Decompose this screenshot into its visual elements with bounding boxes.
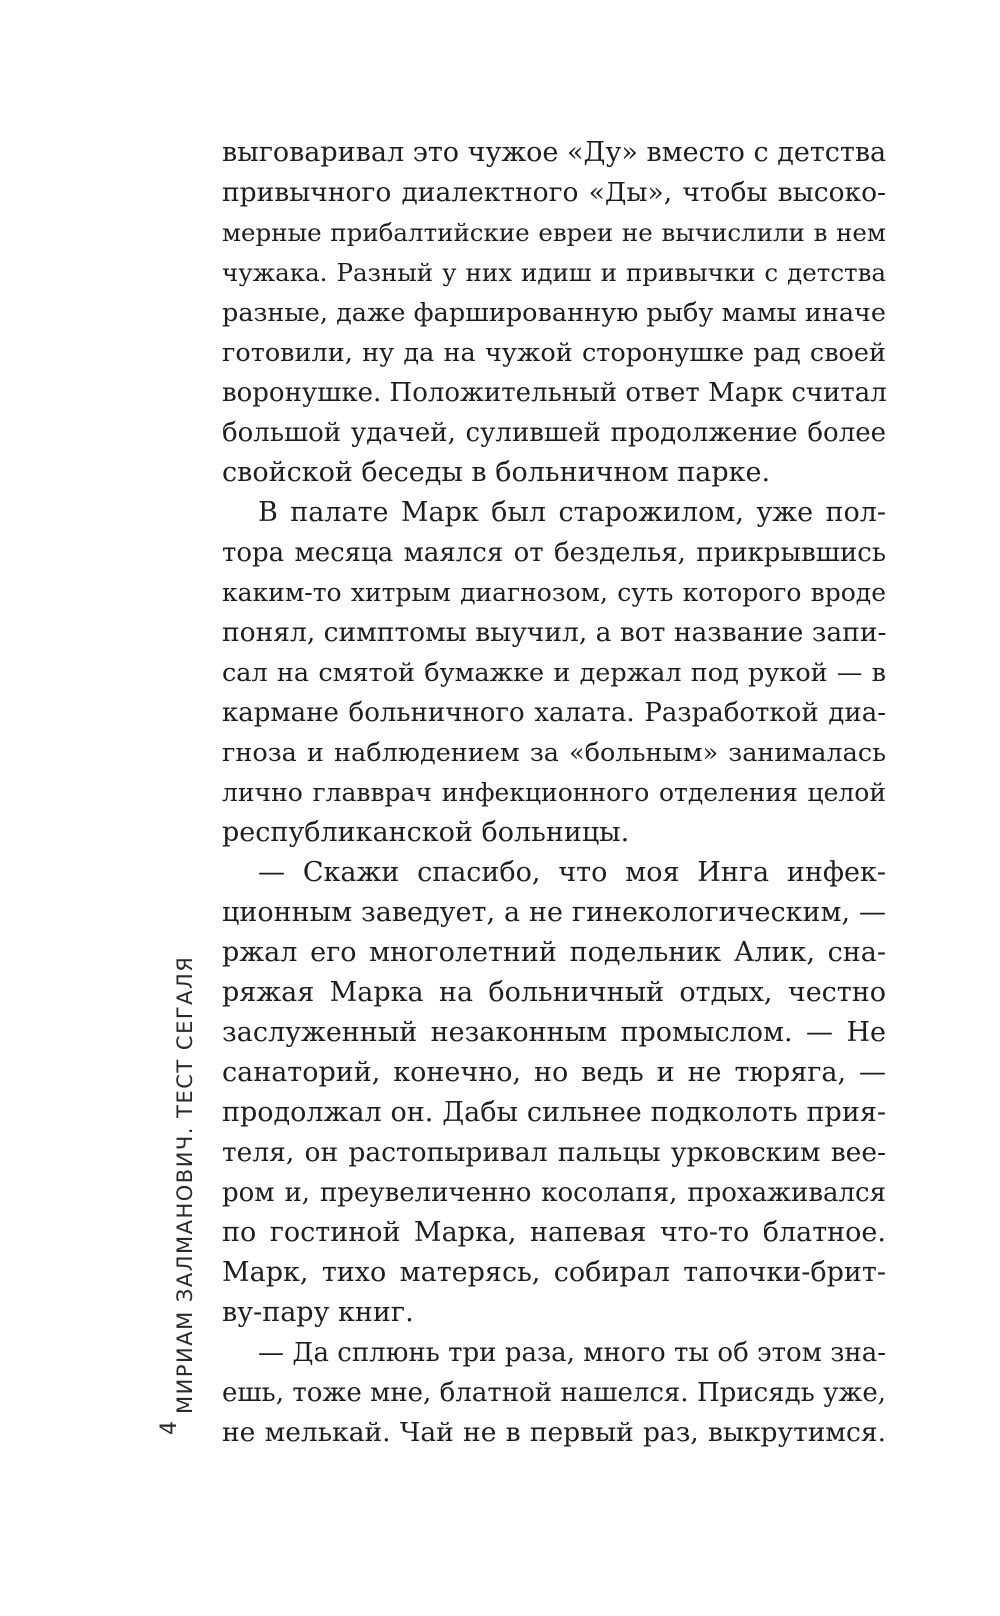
text-line: готовили, ну да на чужой сторонушке рад своей [222,338,886,368]
text-line: чужака. Разный у них идиш и привычки с детства [222,258,886,287]
text-line: выговаривал это чужое «Ду» вместо с детства [222,137,887,168]
text-line: не мелькай. Чай не в первый раз, выкрутимся. [222,1417,886,1448]
text-line: республиканской больницы. [222,817,630,848]
text-line: по гостиной Марка, напевая что-то блатное. [222,1217,886,1248]
text-line: разные, даже фаршированную рыбу мамы иначе [222,298,886,328]
text-line: ржал его многолетний подельник Алик, сна- [222,937,886,968]
text-line: воронушке. Положительный ответ Марк считал [222,378,887,408]
text-line: тора месяца маялся от безделья, прикрывшись [222,538,886,568]
text-line: ву-пару книг. [222,1297,414,1328]
page-number: 4 [157,1421,182,1435]
text-line: Марк, тихо матерясь, собирал тапочки-брит- [222,1257,886,1288]
text-line: В палате Марк был старожилом, уже пол- [258,497,886,528]
text-line: — Скажи спасибо, что моя Инга инфек- [258,857,886,888]
text-line: каким-то хитрым диагнозом, суть которого вроде [222,578,886,607]
text-line: привычного диалектного «Ды», чтобы высоко- [222,177,886,208]
text-line: санаторий, конечно, но ведь и не тюряга, — [222,1057,886,1088]
text-line: большой удачей, сулившей продолжение более [222,418,886,448]
text-line: — Да сплюнь три раза, много ты об этом зна- [258,1338,886,1368]
running-head: МИРИАМ ЗАЛМАНОВИЧ. ТЕСТ СЕГАЛЯ [173,955,197,1414]
text-line: ешь, тоже мне, блатной нашелся. Присядь уже, [222,1378,886,1408]
text-line: свойской беседы в больничном парке. [222,457,771,488]
text-line: гноза и наблюдением за «больным» занималась [222,738,886,768]
text-line: теля, он растопыривал пальцы урковским вее- [222,1137,886,1168]
text-line: сал на смятой бумажке и держал под рукой — в [222,658,886,688]
text-line: заслуженный незаконным промыслом. — Не [222,1017,886,1048]
text-line: ционным заведует, а не гинекологическим, — [222,897,886,928]
text-line: кармане больничного халата. Разработкой диа- [222,698,886,728]
text-line: лично главврач инфекционного отделения целой [222,778,886,807]
body-text [222,133,886,1453]
text-line: продолжал он. Дабы сильнее подколоть прия- [222,1097,886,1128]
text-line: ряжая Марка на больничный отдых, честно [222,977,886,1008]
text-line: мерные прибалтийские евреи не вычислили в нем [222,218,886,247]
text-line: понял, симптомы выучил, а вот название запи- [222,617,887,648]
text-line: ром и, преувеличенно косолапя, прохаживался [222,1178,886,1208]
